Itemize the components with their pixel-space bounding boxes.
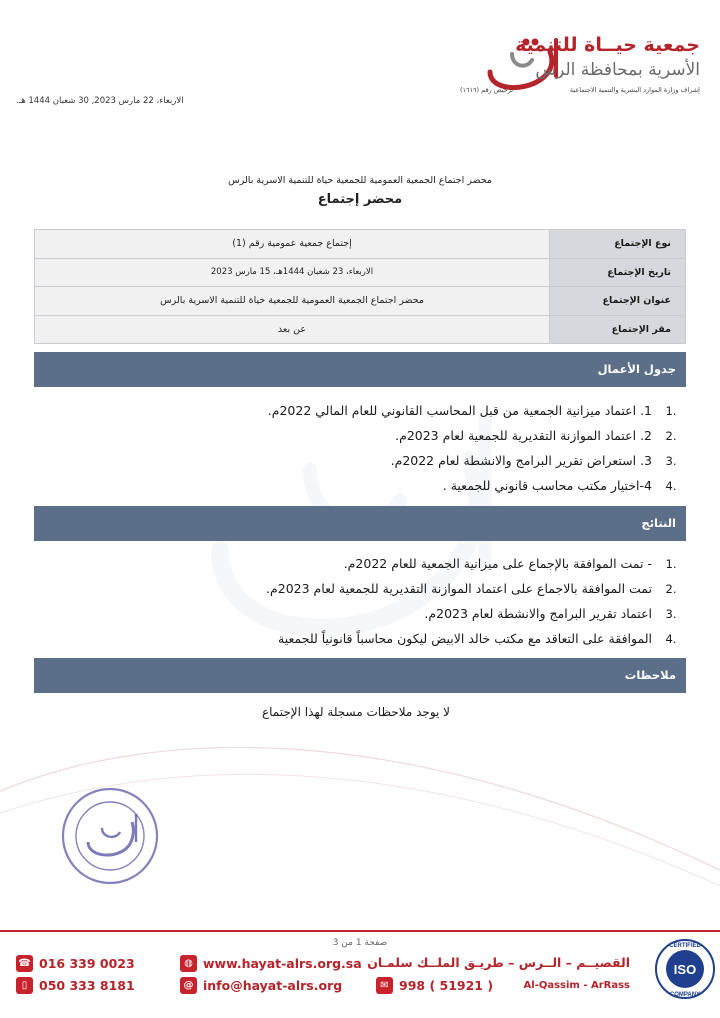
list-item xyxy=(34,398,686,423)
list-item-text: اعتماد تقرير البرامج والانشطة لعام 2023م. xyxy=(424,606,652,621)
org-license: ترخيص رقم (١٦١٦) xyxy=(460,86,514,94)
agenda-list xyxy=(34,398,686,498)
footer-phone2[interactable] xyxy=(16,977,135,994)
list-item-text: 3. استعراض تقرير البرامج والانشطة لعام 2022م. xyxy=(390,453,652,468)
globe-icon: ◍ xyxy=(180,955,197,972)
agenda-section-header: جدول الأعمال xyxy=(34,352,686,387)
meeting-type-value: إجتماع جمعية عمومية رقم (1) xyxy=(35,230,550,259)
footer-po-box xyxy=(376,977,493,994)
document-title: محضر إجتماع xyxy=(317,192,403,207)
list-item xyxy=(34,473,686,498)
list-item-number: 1. xyxy=(665,403,677,418)
at-icon: @ xyxy=(180,977,197,994)
meeting-location-label: مقر الإجتماع xyxy=(550,315,686,344)
list-item-number: 4. xyxy=(665,478,677,493)
list-item xyxy=(34,551,686,576)
meeting-title-label: عنوان الإجتماع xyxy=(550,287,686,316)
footer-website-link[interactable] xyxy=(180,955,362,972)
list-item-text: 4-اختيار مكتب محاسب قانوني للجمعية . xyxy=(442,478,652,493)
table-row xyxy=(35,258,686,287)
document-date: الاربعاء، 22 مارس 2023, 30 شعبان 1444 هـ. xyxy=(16,96,184,106)
phone2-text: 050 333 8181 xyxy=(39,978,135,993)
list-item xyxy=(34,626,686,651)
iso-label: ISO xyxy=(673,962,697,977)
document-subtitle: محضر اجتماع الجمعية العمومية للجمعية حياة للتنمية الاسرية بالرس xyxy=(228,175,492,186)
org-name-line1: جمعية حيــاة للتنمية xyxy=(515,34,700,56)
list-item xyxy=(34,423,686,448)
results-list xyxy=(34,551,686,651)
list-item xyxy=(34,448,686,473)
table-row xyxy=(35,230,686,259)
list-item-number: 3. xyxy=(665,606,677,621)
official-stamp-icon xyxy=(60,786,160,886)
list-item-text: - تمت الموافقة بالإجماع على ميزانية الجمعية للعام 2022م. xyxy=(343,556,652,571)
meeting-info-table xyxy=(34,229,686,344)
meeting-location-value: عن بعد xyxy=(35,315,550,344)
table-row xyxy=(35,315,686,344)
meeting-date-label: تاريخ الإجتماع xyxy=(550,258,686,287)
list-item-number: 2. xyxy=(665,428,677,443)
list-item-number: 4. xyxy=(665,631,677,646)
list-item xyxy=(34,576,686,601)
meeting-type-label: نوع الإجتماع xyxy=(550,230,686,259)
phone1-text: 016 339 0023 xyxy=(39,956,135,971)
list-item-number: 1. xyxy=(665,556,677,571)
list-item-number: 2. xyxy=(665,581,677,596)
list-item-text: 1. اعتماد ميزانية الجمعية من قبل المحاسب القانوني للعام المالي 2022م. xyxy=(267,403,652,418)
page-number: صفحة 1 من 3 xyxy=(332,938,388,948)
list-item-text: الموافقة على التعاقد مع مكتب خالد الابيض ليكون محاسباً قانونياً للجمعية xyxy=(278,631,652,646)
iso-certified-badge-icon xyxy=(654,938,716,1000)
list-item-number: 3. xyxy=(665,453,677,468)
mobile-icon: ▯ xyxy=(16,977,33,994)
organization-logo xyxy=(460,20,700,100)
phone-icon: ☎ xyxy=(16,955,33,972)
email-text: info@hayat-alrs.org xyxy=(203,978,343,993)
notes-text: لا يوجد ملاحظات مسجلة لهذا الإجتماع xyxy=(261,705,451,719)
list-item-text: 2. اعتماد الموازنة التقديرية للجمعية لعام 2023م. xyxy=(395,428,652,443)
footer-city: Al-Qassim - ArRass xyxy=(523,980,630,991)
meeting-date-value: الاربعاء، 23 شعبان 1444هـ، 15 مارس 2023 xyxy=(35,258,550,287)
org-supervision: إشراف وزارة الموارد البشرية والتنمية الاجتماعية xyxy=(569,86,700,94)
footer-divider xyxy=(0,930,720,932)
footer-phone1[interactable] xyxy=(16,955,135,972)
footer-address: القصيــم – الــرس – طريـق الملــك سلمـان xyxy=(367,955,630,970)
iso-bottom-label: COMPANY xyxy=(669,992,701,998)
list-item-text: تمت الموافقة بالاجماع على اعتماد الموازنة التقديرية للجمعية لعام 2023م. xyxy=(266,581,652,596)
po-box-text: 998 ( 51921 ) xyxy=(399,978,494,993)
table-row xyxy=(35,287,686,316)
iso-top-label: CERTIFIED xyxy=(669,943,701,949)
website-text: www.hayat-alrs.org.sa xyxy=(203,956,362,971)
meeting-title-value: محضر اجتماع الجمعية العمومية للجمعية حياة للتنمية الاسرية بالرس xyxy=(35,287,550,316)
results-section-header: النتائج xyxy=(34,506,686,541)
notes-section-header: ملاحظات xyxy=(34,658,686,693)
list-item xyxy=(34,601,686,626)
mail-icon: ✉ xyxy=(376,977,393,994)
org-name-line2: الأسرية بمحافظة الرس xyxy=(535,60,700,80)
footer-email-link[interactable] xyxy=(180,977,342,994)
